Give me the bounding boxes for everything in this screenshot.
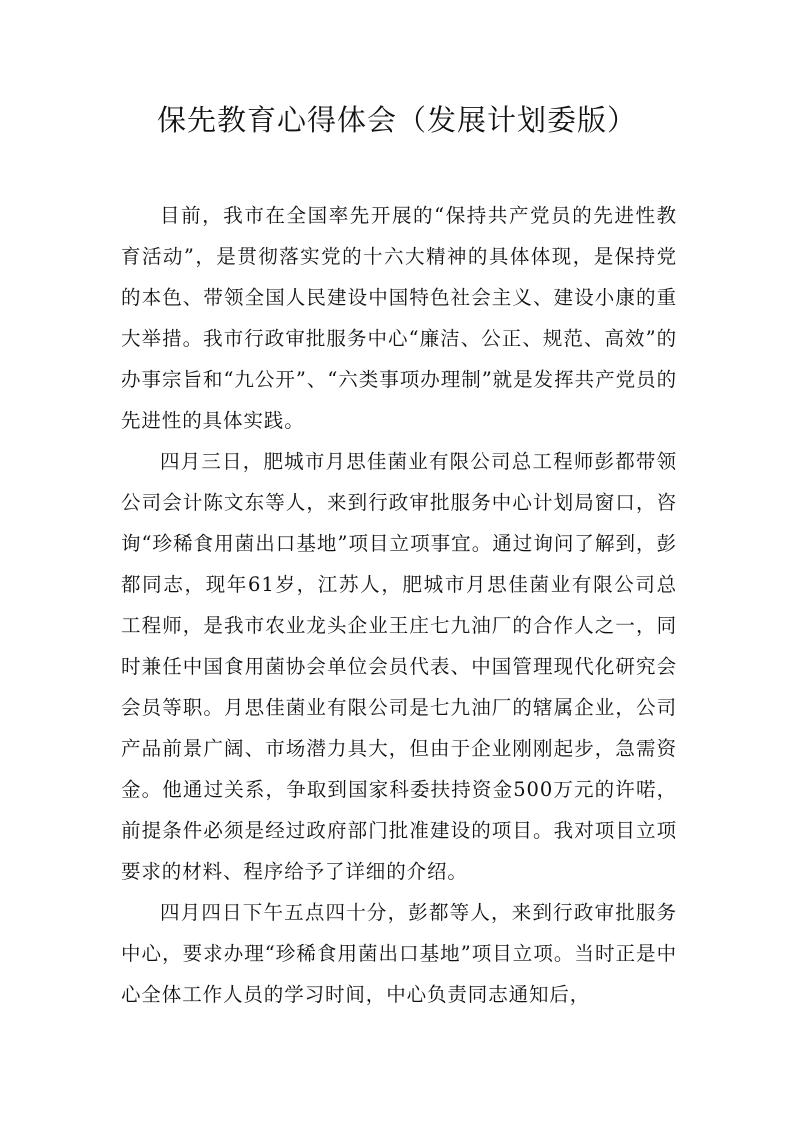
document-body	[121, 195, 677, 1015]
paragraph-2: 四月三日，肥城市月思佳菌业有限公司总工程师彭都带领公司会计陈文东等人，来到行政审批服务中心计划局窗口，咨询“珍稀食用菌出口基地”项目立项事宜。通过询问了解到，彭都同志，现年61岁，江苏人，肥城市月思佳菌业有限公司总工程师，是我市农业龙头企业王庄七九油厂的合作人之一，同时兼任中国食用菌协会单位会员代表、中国管理现代化研究会会员等职。月思佳菌业有限公司是七九油厂的辖属企业，公司产品前景广阔、市场潜力具大，但由于企业刚刚起步，急需资金。他通过关系，争取到国家科委扶持资金500万元的许喏，前提条件必须是经过政府部门批准建设的项目。我对项目立项要求的材料、程序给予了详细的介绍。	[121, 450, 677, 883]
paragraph-3: 四月四日下午五点四十分，彭都等人，来到行政审批服务中心，要求办理“珍稀食用菌出口基地”项目立项。当时正是中心全体工作人员的学习时间，中心负责同志通知后，	[121, 901, 677, 1006]
paragraph-1: 目前，我市在全国率先开展的“保持共产党员的先进性教育活动”，是贯彻落实党的十六大精神的具体体现，是保持党的本色、带领全国人民建设中国特色社会主义、建设小康的重大举措。我市行政审批服务中心“廉洁、公正、规范、高效”的办事宗旨和“九公开”、“六类事项办理制”就是发挥共产党员的先进性的具体实践。	[121, 204, 677, 432]
document-title: 保先教育心得体会（发展计划委版）	[156, 103, 637, 137]
